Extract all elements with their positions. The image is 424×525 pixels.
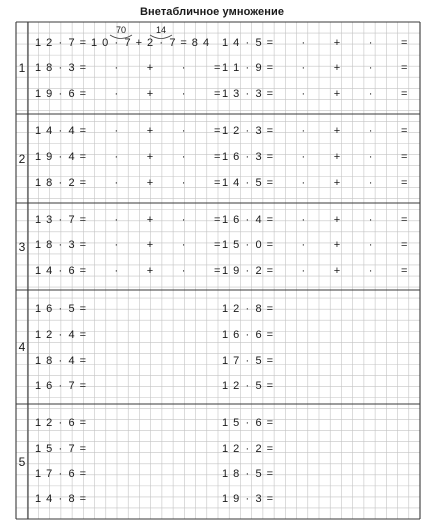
right-expression-multiply-sign: · [245,62,250,74]
right-expression-multiply-sign: · [301,265,306,277]
right-expression-equals-sign: = [266,303,274,315]
right-expression-digit: 1 [221,468,229,480]
right-expression-multiply-sign: · [245,468,250,480]
left-expression-digit: 3 [46,214,53,226]
right-expression-multiply-sign: · [368,125,373,137]
left-expression-digit: 3 [68,62,75,74]
left-expression-multiply-sign: · [58,417,63,429]
left-expression-multiply-sign: · [181,214,186,226]
left-expression-digit: 8 [191,37,198,49]
right-expression-plus-sign: + [333,37,341,49]
left-expression-equals-sign: = [213,125,221,137]
left-expression-digit: 4 [46,493,53,505]
right-expression-equals-sign: = [266,380,274,392]
right-expression-multiply-sign: · [368,239,373,251]
right-expression-digit: 2 [233,443,240,455]
right-expression-multiply-sign: · [245,443,250,455]
right-expression-multiply-sign: · [301,88,306,100]
left-expression-digit: 6 [68,468,75,480]
right-expression-digit: 6 [255,329,262,341]
left-expression-plus-sign: + [146,62,154,74]
left-expression-digit: 4 [68,125,75,137]
left-expression-digit: 2 [146,37,154,49]
left-expression-equals-sign: = [79,417,87,429]
left-expression-digit: 6 [68,88,75,100]
right-expression-equals-sign: = [266,468,274,480]
left-expression-plus-sign: + [146,265,154,277]
left-expression-multiply-sign: · [114,88,119,100]
right-expression-multiply-sign: · [245,329,250,341]
right-expression-digit: 1 [221,37,229,49]
left-expression-equals-sign: = [79,380,87,392]
left-expression-multiply-sign: · [114,62,119,74]
right-expression-plus-sign: + [333,177,341,189]
left-expression-digit: 5 [46,443,53,455]
right-expression-multiply-sign: · [368,214,373,226]
left-expression-equals-sign: = [79,239,87,251]
left-expression-multiply-sign: · [58,443,63,455]
right-expression-equals-sign: = [266,239,274,251]
left-expression-multiply-sign: · [58,303,63,315]
right-expression-digit: 6 [233,214,240,226]
right-expression-equals-sign: = [266,151,274,163]
left-expression-digit: 8 [46,355,53,367]
left-expression-digit: 8 [68,493,75,505]
left-expression-equals-sign: = [213,88,221,100]
right-expression-equals-sign: = [400,151,408,163]
left-expression-digit: 5 [68,303,75,315]
left-expression-digit: 2 [46,329,53,341]
right-expression-digit: 5 [233,239,240,251]
right-expression-digit: 3 [255,493,262,505]
right-expression-multiply-sign: · [368,88,373,100]
left-expression-digit: 7 [169,37,176,49]
left-expression-digit: 8 [46,177,53,189]
left-expression-multiply-sign: · [58,329,63,341]
left-expression-multiply-sign: · [181,88,186,100]
left-expression-multiply-sign: · [58,214,63,226]
left-expression-multiply-sign: · [58,355,63,367]
right-expression-digit: 3 [233,88,240,100]
right-expression-digit: 1 [221,443,229,455]
right-expression-equals-sign: = [266,443,274,455]
right-expression-digit: 5 [255,355,262,367]
right-expression-digit: 1 [221,329,229,341]
left-expression-digit: 1 [34,88,42,100]
left-expression-multiply-sign: · [181,151,186,163]
right-expression-multiply-sign: · [368,265,373,277]
left-expression-digit: 6 [46,303,53,315]
left-expression-multiply-sign: · [181,265,186,277]
left-expression-multiply-sign: · [114,37,119,49]
left-expression-plus-sign: + [135,37,143,49]
right-expression-digit: 5 [255,37,262,49]
right-expression-equals-sign: = [400,239,408,251]
left-expression-multiply-sign: · [181,125,186,137]
right-expression-digit: 2 [255,265,262,277]
right-expression-digit: 5 [255,177,262,189]
left-expression-digit: 7 [68,214,75,226]
right-expression-equals-sign: = [400,62,408,74]
right-expression-digit: 1 [221,88,229,100]
left-expression-equals-sign: = [79,62,87,74]
right-expression-multiply-sign: · [301,239,306,251]
left-expression-digit: 3 [68,239,75,251]
left-expression-multiply-sign: · [58,125,63,137]
right-expression-equals-sign: = [266,37,274,49]
section-number: 4 [18,340,26,354]
left-expression-digit: 1 [34,329,42,341]
left-expression-digit: 1 [34,37,42,49]
left-expression-digit: 4 [68,355,75,367]
right-expression-digit: 5 [233,417,240,429]
right-expression-multiply-sign: · [245,417,250,429]
right-expression-plus-sign: + [333,151,341,163]
left-expression-plus-sign: + [146,88,154,100]
right-expression-multiply-sign: · [245,37,250,49]
left-expression-equals-sign: = [79,468,87,480]
section-number: 1 [18,61,26,75]
right-expression-digit: 1 [221,62,229,74]
left-expression-digit: 7 [46,468,53,480]
left-expression-multiply-sign: · [159,37,164,49]
left-expression-equals-sign: = [79,88,87,100]
left-expression-plus-sign: + [146,214,154,226]
right-expression-digit: 8 [255,303,262,315]
right-expression-digit: 9 [233,493,240,505]
right-expression-digit: 1 [233,62,240,74]
right-expression-digit: 2 [233,303,240,315]
left-expression-multiply-sign: · [58,88,63,100]
left-expression-multiply-sign: · [114,239,119,251]
left-expression-digit: 8 [46,239,53,251]
right-expression-equals-sign: = [266,125,274,137]
right-expression-digit: 2 [233,125,240,137]
right-expression-multiply-sign: · [245,355,250,367]
left-expression-multiply-sign: · [58,151,63,163]
hint-value-left: 70 [115,25,126,35]
right-expression-digit: 1 [221,355,229,367]
right-expression-equals-sign: = [266,355,274,367]
left-expression-multiply-sign: · [114,265,119,277]
right-expression-digit: 9 [255,62,262,74]
left-expression-equals-sign: = [79,265,87,277]
left-expression-digit: 1 [34,443,42,455]
left-expression-digit: 1 [34,239,42,251]
right-expression-multiply-sign: · [368,177,373,189]
page-title: Внетабличное умножение [139,6,285,18]
left-expression-plus-sign: + [146,239,154,251]
left-expression-digit: 1 [34,125,42,137]
left-expression-digit: 7 [68,443,75,455]
right-expression-multiply-sign: · [368,62,373,74]
right-expression-plus-sign: + [333,214,341,226]
right-expression-multiply-sign: · [245,125,250,137]
right-expression-digit: 0 [255,239,262,251]
left-expression-multiply-sign: · [58,177,63,189]
left-expression-digit: 1 [34,380,42,392]
left-expression-equals-sign: = [79,329,87,341]
left-expression-multiply-sign: · [58,239,63,251]
left-expression-digit: 1 [34,177,42,189]
right-expression-multiply-sign: · [245,303,250,315]
right-expression-multiply-sign: · [368,37,373,49]
section-number: 5 [18,454,26,469]
left-expression-digit: 4 [68,151,75,163]
right-expression-digit: 1 [221,380,229,392]
right-expression-digit: 4 [233,177,240,189]
right-expression-digit: 4 [255,214,262,226]
right-expression-equals-sign: = [400,265,408,277]
left-expression-digit: 4 [202,37,210,49]
right-expression-digit: 3 [255,88,262,100]
right-expression-digit: 1 [221,214,229,226]
right-expression-digit: 1 [221,303,229,315]
right-expression-digit: 3 [255,125,262,137]
right-expression-plus-sign: + [333,62,341,74]
right-expression-multiply-sign: · [245,88,250,100]
left-expression-equals-sign: = [79,355,87,367]
left-expression-digit: 9 [46,88,53,100]
left-expression-digit: 1 [34,417,42,429]
right-expression-multiply-sign: · [245,493,250,505]
right-expression-digit: 7 [233,355,240,367]
left-expression-multiply-sign: · [181,239,186,251]
right-expression-multiply-sign: · [301,125,306,137]
left-expression-multiply-sign: · [181,177,186,189]
right-expression-digit: 9 [233,265,240,277]
left-expression-digit: 2 [46,417,53,429]
right-expression-equals-sign: = [266,88,274,100]
right-expression-multiply-sign: · [301,37,306,49]
left-expression-digit: 6 [68,417,75,429]
left-expression-equals-sign: = [79,37,87,49]
right-expression-multiply-sign: · [301,214,306,226]
left-expression-equals-sign: = [79,303,87,315]
right-expression-digit: 2 [255,443,262,455]
right-expression-digit: 3 [255,151,262,163]
left-expression-multiply-sign: · [114,151,119,163]
left-expression-plus-sign: + [146,151,154,163]
right-expression-digit: 8 [233,468,240,480]
right-expression-equals-sign: = [266,214,274,226]
left-expression-digit: 1 [34,265,42,277]
right-expression-equals-sign: = [266,177,274,189]
right-expression-equals-sign: = [400,125,408,137]
left-expression-equals-sign: = [213,239,221,251]
left-expression-plus-sign: + [146,125,154,137]
left-expression-digit: 1 [34,303,42,315]
section-number: 3 [18,239,26,254]
right-expression-equals-sign: = [266,417,274,429]
left-expression-digit: 1 [34,355,42,367]
left-expression-digit: 4 [68,329,75,341]
right-expression-digit: 1 [221,265,229,277]
right-expression-multiply-sign: · [245,151,250,163]
right-expression-multiply-sign: · [245,177,250,189]
left-expression-multiply-sign: · [114,177,119,189]
left-expression-equals-sign: = [79,151,87,163]
right-expression-multiply-sign: · [301,177,306,189]
right-expression-multiply-sign: · [301,62,306,74]
right-expression-equals-sign: = [400,214,408,226]
left-expression-digit: 6 [46,380,53,392]
right-expression-plus-sign: + [333,88,341,100]
right-expression-digit: 1 [221,239,229,251]
left-expression-digit: 9 [46,151,53,163]
right-expression-digit: 5 [255,380,262,392]
left-expression-digit: 8 [46,62,53,74]
right-expression-digit: 1 [221,125,229,137]
left-expression-multiply-sign: · [58,468,63,480]
left-expression-equals-sign: = [213,265,221,277]
right-expression-equals-sign: = [266,62,274,74]
right-expression-plus-sign: + [333,265,341,277]
left-expression-equals-sign: = [180,37,187,49]
right-expression-equals-sign: = [400,37,408,49]
right-expression-digit: 2 [233,380,240,392]
left-expression-digit: 7 [68,37,75,49]
left-expression-equals-sign: = [79,177,87,189]
right-expression-plus-sign: + [333,239,341,251]
right-expression-digit: 1 [221,151,229,163]
right-expression-equals-sign: = [266,493,274,505]
left-expression-digit: 2 [68,177,75,189]
left-expression-digit: 2 [46,37,53,49]
left-expression-digit: 1 [34,493,42,505]
right-expression-equals-sign: = [266,329,274,341]
left-expression-digit: 4 [46,265,53,277]
right-expression-digit: 1 [221,417,229,429]
left-expression-digit: 1 [34,214,42,226]
right-expression-multiply-sign: · [245,265,250,277]
left-expression-multiply-sign: · [58,493,63,505]
right-expression-digit: 6 [233,329,240,341]
left-expression-digit: 1 [90,37,98,49]
left-expression-digit: 1 [34,62,42,74]
left-expression-equals-sign: = [79,214,87,226]
left-expression-multiply-sign: · [58,380,63,392]
right-expression-equals-sign: = [400,177,408,189]
right-expression-multiply-sign: · [245,239,250,251]
right-expression-equals-sign: = [266,265,274,277]
left-expression-equals-sign: = [79,493,87,505]
left-expression-equals-sign: = [213,177,221,189]
left-expression-multiply-sign: · [58,265,63,277]
left-expression-multiply-sign: · [58,62,63,74]
left-expression-equals-sign: = [79,125,87,137]
left-expression-equals-sign: = [213,214,221,226]
left-expression-digit: 7 [124,37,131,49]
left-expression-equals-sign: = [213,62,221,74]
left-expression-digit: 4 [46,125,53,137]
right-expression-plus-sign: + [333,125,341,137]
left-expression-multiply-sign: · [58,37,63,49]
right-expression-digit: 4 [233,37,240,49]
hint-value-right: 14 [155,25,166,35]
right-expression-multiply-sign: · [368,151,373,163]
left-expression-equals-sign: = [79,443,87,455]
left-expression-equals-sign: = [213,151,221,163]
right-expression-multiply-sign: · [245,214,250,226]
left-expression-multiply-sign: · [181,62,186,74]
left-expression-digit: 1 [34,151,42,163]
right-expression-digit: 5 [255,468,262,480]
right-expression-multiply-sign: · [245,380,250,392]
right-expression-multiply-sign: · [301,151,306,163]
left-expression-plus-sign: + [146,177,154,189]
left-expression-digit: 0 [102,37,109,49]
left-expression-multiply-sign: · [114,214,119,226]
left-expression-multiply-sign: · [114,125,119,137]
left-expression-digit: 6 [68,265,75,277]
left-expression-digit: 1 [34,468,42,480]
left-expression-digit: 7 [68,380,75,392]
right-expression-equals-sign: = [400,88,408,100]
right-expression-digit: 6 [255,417,262,429]
right-expression-digit: 1 [221,493,229,505]
section-number: 2 [18,151,26,166]
right-expression-digit: 6 [233,151,240,163]
right-expression-digit: 1 [221,177,229,189]
